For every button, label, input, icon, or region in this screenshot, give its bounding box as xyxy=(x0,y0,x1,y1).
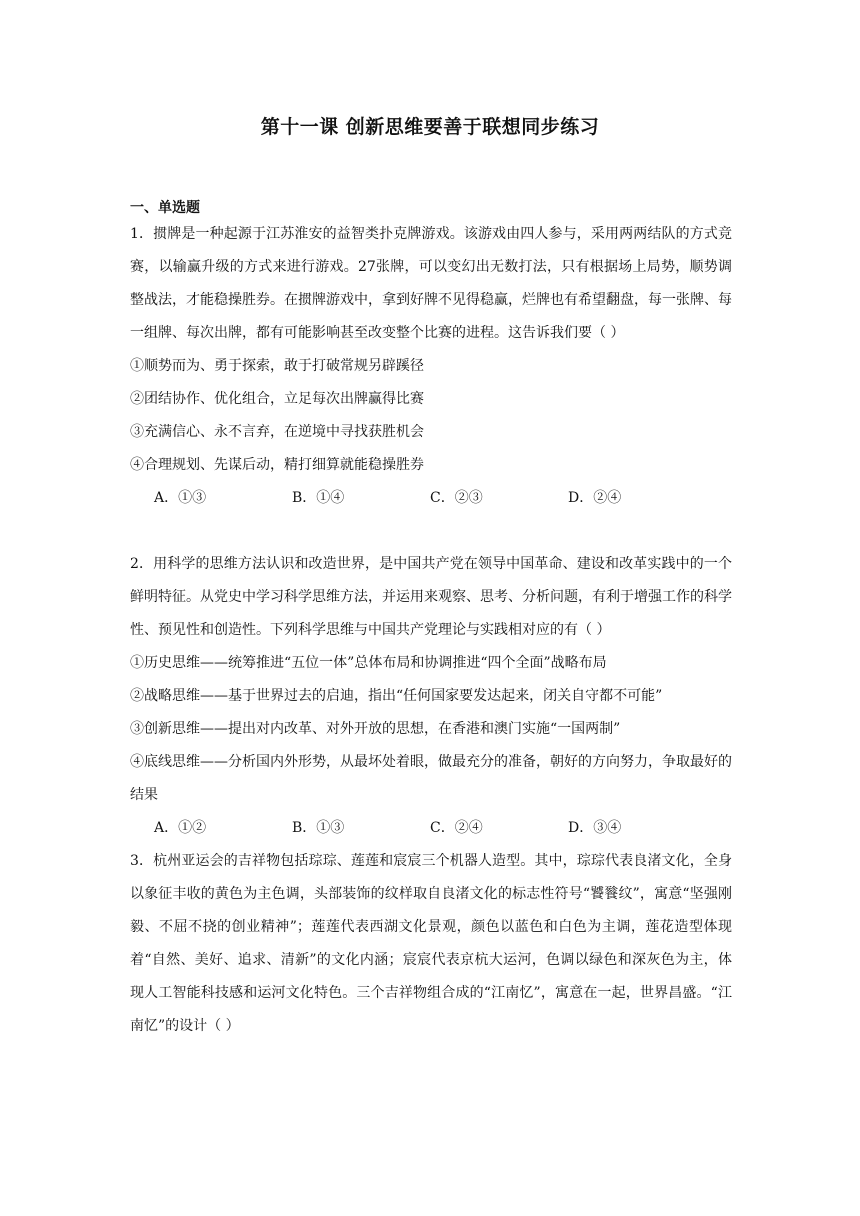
option-a: A．①② xyxy=(154,820,207,836)
statement-item: ③充满信心、永不言弃，在逆境中寻找获胜机会 xyxy=(130,424,424,440)
statement-item: ②团结协作、优化组合，立足每次出牌赢得比赛 xyxy=(130,391,424,407)
question-2 xyxy=(130,548,732,845)
section-heading: 一、单选题 xyxy=(130,200,200,216)
option-b: B．①③ xyxy=(292,820,345,836)
answer-options xyxy=(130,482,732,515)
question-1 xyxy=(130,218,732,515)
option-c: C．②③ xyxy=(430,490,483,506)
option-d: D．③④ xyxy=(568,820,622,836)
statement-item: ②战略思维——基于世界过去的启迪，指出“任何国家要发达起来，闭关自守都不可能” xyxy=(130,688,663,704)
question-stem: 3．杭州亚运会的吉祥物包括琮琮、莲莲和宸宸三个机器人造型。其中，琮琮代表良渚文化，全身以象征丰收的黄色为主色调，头部装饰的纹样取自良渚文化的标志性符号“饕餮纹”，寓意“坚强刚毅、不屈不挠的创业精神”；莲莲代表西湖文化景观，颜色以蓝色和白色为主调，莲花造型体现着“自然、美好、追求、清新”的文化内涵；宸宸代表京杭大运河，色调以绿色和深灰色为主，体现人工智能科技感和运河文化特色。三个吉祥物组合成的“江南忆”，寓意在一起，世界昌盛。“江南忆”的设计（ ） xyxy=(130,853,732,1034)
option-a: A．①③ xyxy=(154,490,207,506)
statement-item: ④底线思维——分析国内外形势，从最坏处着眼，做最充分的准备，朝好的方向努力，争取最好的结果 xyxy=(130,754,732,803)
option-d: D．②④ xyxy=(568,490,622,506)
option-c: C．②④ xyxy=(430,820,483,836)
answer-options xyxy=(130,812,732,845)
statement-item: ④合理规划、先谋后动，精打细算就能稳操胜券 xyxy=(130,457,424,473)
question-stem: 2．用科学的思维方法认识和改造世界，是中国共产党在领导中国革命、建设和改革实践中的一个鲜明特征。从党史中学习科学思维方法，并运用来观察、思考、分析问题，有利于增强工作的科学性、预见性和创造性。下列科学思维与中国共产党理论与实践相对应的有（ ） xyxy=(130,556,732,638)
statement-item: ③创新思维——提出对内改革、对外开放的思想，在香港和澳门实施“一国两制” xyxy=(130,721,621,737)
question-stem: 1．掼牌是一种起源于江苏淮安的益智类扑克牌游戏。该游戏由四人参与，采用两两结队的方式竞赛，以输赢升级的方式来进行游戏。27张牌，可以变幻出无数打法，只有根据场上局势，顺势调整战法，才能稳操胜券。在掼牌游戏中，拿到好牌不见得稳赢，烂牌也有希望翻盘，每一张牌、每一组牌、每次出牌，都有可能影响甚至改变整个比赛的进程。这告诉我们要（ ） xyxy=(130,226,732,341)
page-title: 第十一课 创新思维要善于联想同步练习 xyxy=(260,116,600,138)
option-b: B．①④ xyxy=(292,490,345,506)
statement-item: ①历史思维——统筹推进“五位一体”总体布局和协调推进“四个全面”战略布局 xyxy=(130,655,607,671)
statement-item: ①顺势而为、勇于探索，敢于打破常规另辟蹊径 xyxy=(130,358,424,374)
question-3 xyxy=(130,845,732,1043)
